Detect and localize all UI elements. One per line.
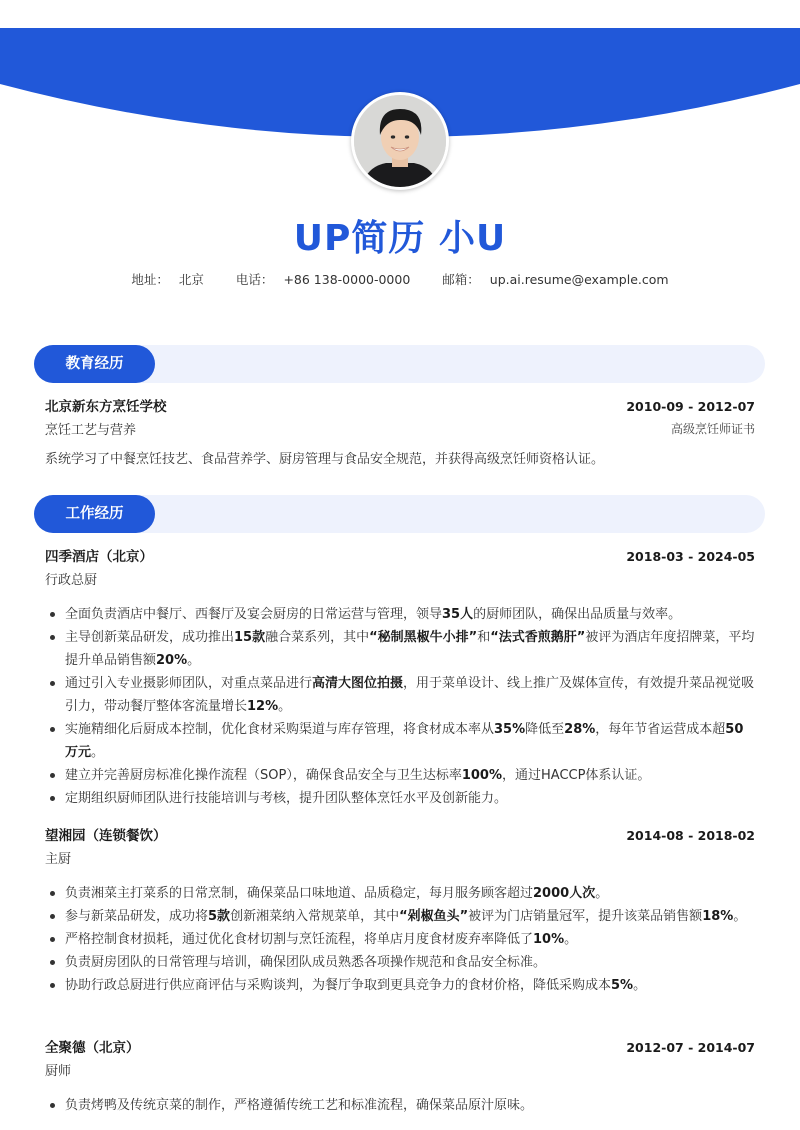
contact-address-label: 地址： — [131, 272, 169, 287]
bullet-text: 的厨师团队，确保出品质量与效率。 — [473, 607, 682, 622]
bullet-text: 主导创新菜品研发，成功推出 — [65, 630, 235, 645]
bullet-text: 降低至 — [525, 722, 565, 737]
school-name: 北京新东方烹饪学校 — [45, 399, 167, 415]
bullet-text: 。 — [278, 699, 292, 714]
bullet-text: 全面负责酒店中餐厅、西餐厅及宴会厨房的日常运营与管理，领导 — [65, 607, 443, 622]
bullet-text: 参与新菜品研发，成功将 — [65, 909, 209, 924]
work-date: 2018-03 - 2024-05 — [626, 549, 755, 564]
bullet-text: 创新湘菜纳入常规菜单，其中 — [230, 909, 400, 924]
bullet-text: 被评为门店销量冠军，提升该菜品销售额 — [468, 909, 703, 924]
highlight-text: 15款 — [234, 630, 266, 645]
bullet-item — [45, 905, 755, 928]
contact-info — [0, 270, 800, 288]
bullet-text: 。 — [91, 745, 105, 760]
bullet-text: 和 — [477, 630, 491, 645]
work-bullets — [45, 1094, 755, 1117]
avatar-photo-icon — [354, 95, 446, 187]
job-title: 主厨 — [45, 852, 72, 867]
work-entry — [45, 1036, 755, 1117]
bullet-text: ，通过HACCP体系认证。 — [502, 768, 651, 783]
contact-email-value: up.ai.resume@example.com — [489, 272, 669, 287]
bullet-text: ，用于菜单设计、线上推广及媒体宣传，有效提升菜品视觉吸引力，带动餐厅整体客流量增长 — [65, 676, 755, 714]
bullet-text: 。 — [564, 932, 578, 947]
contact-email-label: 邮箱： — [442, 272, 480, 287]
bullet-item — [45, 764, 755, 787]
work-bullets — [45, 882, 755, 997]
education-description: 系统学习了中餐烹饪技艺、食品营养学、厨房管理与食品安全规范，并获得高级烹饪师资格认证。 — [45, 452, 605, 467]
bullet-text: ，每年节省运营成本超 — [595, 722, 726, 737]
bullet-text: 。 — [633, 978, 647, 993]
work-entry — [45, 824, 755, 997]
highlight-text: 28% — [564, 722, 596, 737]
highlight-text: “剁椒鱼头” — [399, 909, 469, 924]
work-entry — [45, 545, 755, 810]
candidate-name: UP简历 小U — [293, 218, 507, 259]
contact-phone-label: 电话： — [235, 272, 274, 287]
bullet-text: 融合菜系列，其中 — [265, 630, 370, 645]
highlight-text: 2000人次 — [533, 886, 596, 901]
bullet-text: 负责烤鸭及传统京菜的制作，严格遵循传统工艺和标准流程，确保菜品原汁原味。 — [65, 1098, 534, 1113]
education-major: 烹饪工艺与营养 — [45, 423, 137, 438]
contact-phone — [236, 270, 410, 288]
job-title: 厨师 — [45, 1064, 72, 1079]
bullet-text: 建立并完善厨房标准化操作流程（SOP），确保食品安全与卫生达标率 — [65, 768, 462, 783]
education-section-title: 教育经历 — [34, 345, 155, 383]
bullet-text: 负责湘菜主打菜系的日常烹制，确保菜品口味地道、品质稳定，每月服务顾客超过 — [65, 886, 534, 901]
highlight-text: 高清大图位拍摄 — [312, 676, 404, 691]
contact-phone-value: +86 138-0000-0000 — [283, 272, 411, 287]
highlight-text: 18% — [702, 909, 734, 924]
bullet-text: 被评为酒店年度招牌菜，平均提升单品销售额 — [65, 630, 755, 668]
highlight-text: 5% — [611, 978, 634, 993]
education-date: 2010-09 - 2012-07 — [626, 399, 755, 414]
bullet-text: 协助行政总厨进行供应商评估与采购谈判，为餐厅争取到更具竞争力的食材价格，降低采购成本 — [65, 978, 612, 993]
contact-address — [131, 270, 204, 288]
highlight-text: 10% — [533, 932, 565, 947]
education-entry — [45, 395, 755, 471]
bullet-item — [45, 787, 755, 810]
highlight-text: 50万元 — [65, 722, 744, 760]
highlight-text: 12% — [247, 699, 279, 714]
work-section-header — [34, 495, 765, 533]
bullet-text: 。 — [595, 886, 609, 901]
bullet-item — [45, 974, 755, 997]
work-bullets — [45, 603, 755, 810]
contact-email — [442, 270, 668, 288]
bullet-text: 定期组织厨师团队进行技能培训与考核，提升团队整体烹饪水平及创新能力。 — [65, 791, 508, 806]
contact-address-value: 北京 — [178, 272, 204, 287]
bullet-item — [45, 928, 755, 951]
highlight-text: 5款 — [208, 909, 231, 924]
bullet-item — [45, 626, 755, 672]
company-name: 全聚德（北京） — [45, 1040, 140, 1056]
bullet-item — [45, 672, 755, 718]
highlight-text: 100% — [461, 768, 502, 783]
highlight-text: “法式香煎鹅肝” — [490, 630, 586, 645]
work-date: 2012-07 - 2014-07 — [626, 1040, 755, 1055]
work-section-title: 工作经历 — [34, 495, 155, 533]
bullet-item — [45, 603, 755, 626]
highlight-text: “秘制黑椒牛小排” — [369, 630, 478, 645]
bullet-item — [45, 1094, 755, 1117]
bullet-item — [45, 951, 755, 974]
highlight-text: 35人 — [442, 607, 474, 622]
bullet-text: 。 — [187, 653, 201, 668]
bullet-text: 通过引入专业摄影师团队，对重点菜品进行 — [65, 676, 313, 691]
highlight-text: 20% — [156, 653, 188, 668]
education-certificate: 高级烹饪师证书 — [670, 422, 755, 436]
bullet-text: 实施精细化后厨成本控制，优化食材采购渠道与库存管理，将食材成本率从 — [65, 722, 495, 737]
highlight-text: 35% — [494, 722, 526, 737]
avatar — [351, 92, 449, 190]
work-date: 2014-08 - 2018-02 — [626, 828, 755, 843]
company-name: 望湘园（连锁餐饮） — [45, 828, 167, 844]
bullet-text: 负责厨房团队的日常管理与培训，确保团队成员熟悉各项操作规范和食品安全标准。 — [65, 955, 547, 970]
bullet-text: 。 — [733, 909, 747, 924]
job-title: 行政总厨 — [45, 573, 98, 588]
bullet-item — [45, 718, 755, 764]
bullet-item — [45, 882, 755, 905]
company-name: 四季酒店（北京） — [45, 549, 153, 565]
education-section-header — [34, 345, 765, 383]
bullet-text: 严格控制食材损耗，通过优化食材切割与烹饪流程，将单店月度食材废弃率降低了 — [65, 932, 534, 947]
